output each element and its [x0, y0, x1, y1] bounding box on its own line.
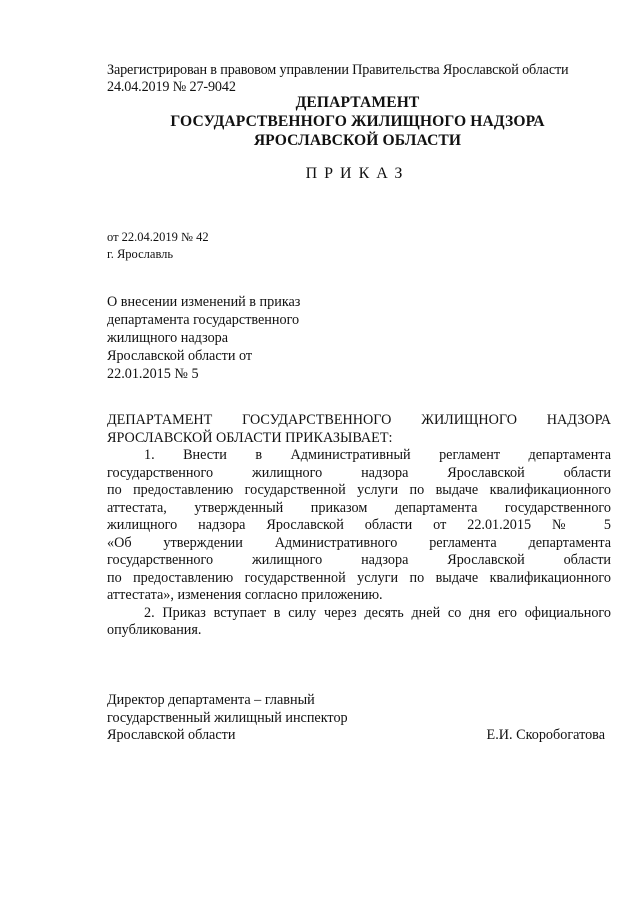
- order-subject: [107, 293, 300, 383]
- subject-line: департамента государственного: [107, 312, 300, 328]
- order-date-number: от 22.04.2019 № 42: [107, 230, 209, 244]
- signatory-title: государственный жилищный инспектор: [107, 709, 348, 726]
- body-line: «Об утверждении Административного регламента департамента: [107, 534, 611, 551]
- body-line: аттестата, утвержденный приказом департамента государственного: [107, 499, 611, 516]
- department-line: ЯРОСЛАВСКОЙ ОБЛАСТИ: [253, 131, 462, 149]
- body-line: ДЕПАРТАМЕНТ ГОСУДАРСТВЕННОГО ЖИЛИЩНОГО НАДЗОРА: [107, 412, 611, 428]
- subject-line: О внесении изменений в приказ: [107, 294, 301, 310]
- subject-line: жилищного надзора: [107, 330, 229, 346]
- registration-number: 24.04.2019 № 27-9042: [107, 79, 236, 95]
- body-line: государственного жилищного надзора Ярославской области: [107, 464, 611, 481]
- registration-stamp: [107, 62, 617, 96]
- registration-line: Зарегистрирован в правовом управлении Правительства Ярославской области: [107, 62, 569, 78]
- subject-line: Ярославской области от: [107, 348, 253, 364]
- body-line: ЯРОСЛАВСКОЙ ОБЛАСТИ ПРИКАЗЫВАЕТ:: [107, 429, 393, 446]
- body-line: по предоставлению государственной услуги по выдаче квалификационного: [107, 569, 611, 586]
- body-line: по предоставлению государственной услуги по выдаче квалификационного: [107, 482, 611, 498]
- subject-line: 22.01.2015 № 5: [107, 366, 199, 382]
- signatory-region: Ярославской области: [107, 727, 236, 743]
- order-body: [107, 412, 611, 640]
- department-line: ГОСУДАРСТВЕННОГО ЖИЛИЩНОГО НАДЗОРА: [170, 112, 545, 130]
- body-line: аттестата», изменения согласно приложению.: [107, 587, 383, 603]
- body-line: 2. Приказ вступает в силу через десять дней со дня его официального: [144, 604, 611, 621]
- order-title: ПРИКАЗ: [305, 165, 410, 182]
- order-city: г. Ярославль: [107, 246, 174, 261]
- department-line: ДЕПАРТАМЕНТ: [295, 94, 420, 111]
- body-line: 1. Внести в Административный регламент департамента: [144, 447, 611, 463]
- order-meta: [107, 229, 209, 262]
- body-line: опубликования.: [107, 622, 202, 638]
- signature-block: [107, 692, 605, 745]
- department-header: [100, 94, 615, 150]
- body-line: государственного жилищного надзора Ярославской области: [107, 552, 611, 568]
- body-line: жилищного надзора Ярославской области от 22.01.2015 № 5: [107, 517, 611, 533]
- signatory-name: Е.И. Скоробогатова: [486, 727, 605, 743]
- signatory-title: Директор департамента – главный: [107, 692, 315, 708]
